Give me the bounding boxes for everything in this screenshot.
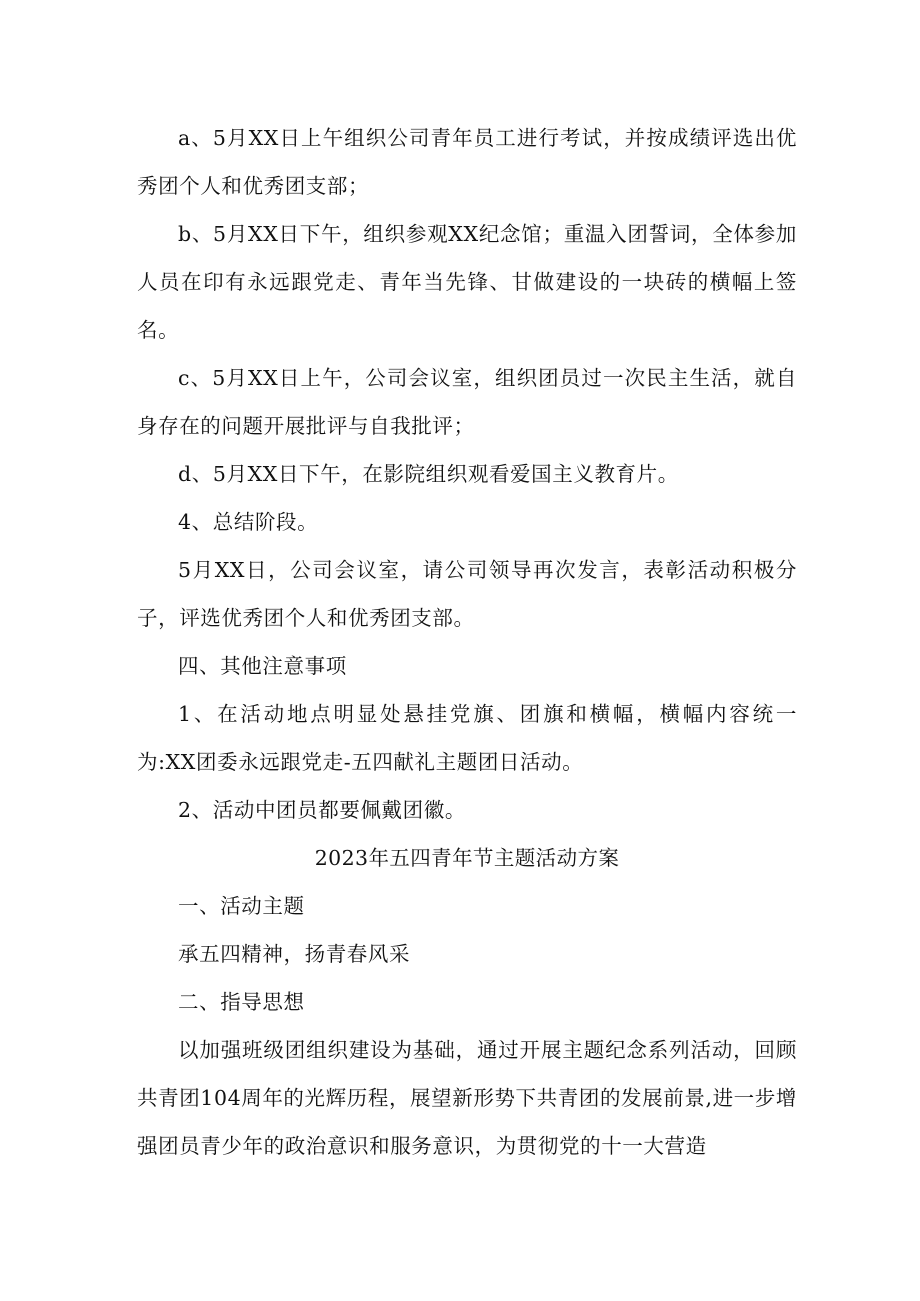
- heading-other-notes: 四、其他注意事项: [178, 654, 347, 678]
- paragraph-exam-schedule: a、5月XX日上午组织公司青年员工进行考试，并按成绩评选出优秀团个人和优秀团支部；: [137, 126, 797, 198]
- heading-summary-stage: 4、总结阶段。: [178, 510, 319, 534]
- paragraph-banner-note: 1、在活动地点明显处悬挂党旗、团旗和横幅，横幅内容统一为:XX团委永远跟党走-五四献礼主题团日活动。: [137, 702, 797, 774]
- document-body: [137, 114, 797, 1170]
- paragraph-guiding-thought: 以加强班级团组织建设为基础，通过开展主题纪念系列活动，回顾共青团104周年的光辉历程，展望新形势下共青团的发展前景,进一步增强团员青少年的政治意识和服务意识，为贯彻党的十一大营造: [137, 1038, 797, 1158]
- paragraph-badge-note: 2、活动中团员都要佩戴团徽。: [178, 798, 466, 822]
- heading-guiding-thought: 二、指导思想: [178, 990, 305, 1014]
- paragraph-theme-slogan: 承五四精神，扬青春风采: [178, 942, 411, 966]
- paragraph-patriotic-film: d、5月XX日下午，在影院组织观看爱国主义教育片。: [178, 462, 679, 486]
- heading-activity-theme: 一、活动主题: [178, 894, 305, 918]
- paragraph-democratic-life: c、5月XX日上午，公司会议室，组织团员过一次民主生活，就自身存在的问题开展批评与自我批评；: [137, 366, 797, 438]
- section-title: 2023年五四青年节主题活动方案: [314, 846, 620, 870]
- paragraph-summary-meeting: 5月XX日，公司会议室，请公司领导再次发言，表彰活动积极分子，评选优秀团个人和优秀团支部。: [137, 558, 797, 630]
- paragraph-memorial-visit: b、5月XX日下午，组织参观XX纪念馆；重温入团誓词，全体参加人员在印有永远跟党走、青年当先锋、甘做建设的一块砖的横幅上签名。: [137, 222, 797, 342]
